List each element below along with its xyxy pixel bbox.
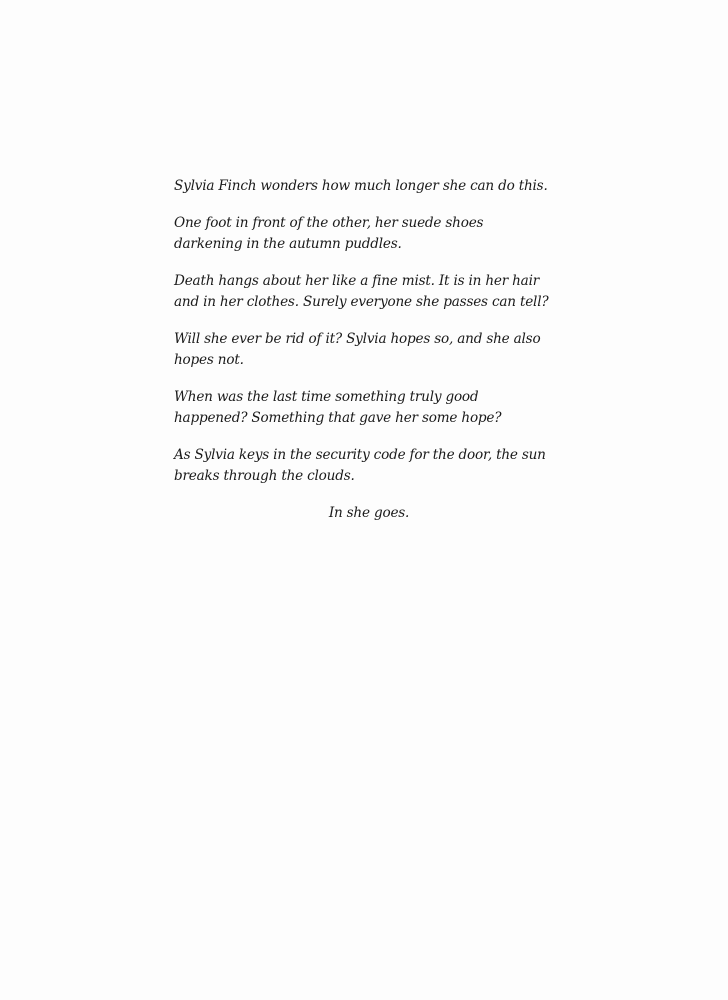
paragraph-3: [174, 271, 564, 313]
paragraph-line: breaks through the clouds.: [174, 468, 355, 484]
paragraph-2: [174, 213, 564, 255]
paragraph-line: happened? Something that gave her some hope?: [174, 410, 502, 426]
paragraph-line: When was the last time something truly good: [174, 389, 479, 405]
paragraph-line: Will she ever be rid of it? Sylvia hopes so, and she also: [174, 331, 541, 347]
paragraph-line: One foot in front of the other, her suede shoes: [174, 215, 484, 231]
paragraph-5: [174, 387, 564, 429]
paragraph-line: hopes not.: [174, 352, 244, 368]
paragraph-line: Death hangs about her like a fine mist. It is in her hair: [174, 273, 540, 289]
paragraph-line: Sylvia Finch wonders how much longer she can do this.: [174, 178, 548, 194]
closing-line: In she goes.: [328, 505, 410, 521]
story-text: [174, 176, 564, 540]
paragraph-1: [174, 176, 564, 197]
paragraph-6: [174, 445, 564, 487]
paragraph-line: As Sylvia keys in the security code for the door, the sun: [174, 447, 546, 463]
paragraph-line: darkening in the autumn puddles.: [174, 236, 402, 252]
paragraph-4: [174, 329, 564, 371]
paragraph-line: and in her clothes. Surely everyone she passes can tell?: [174, 294, 549, 310]
